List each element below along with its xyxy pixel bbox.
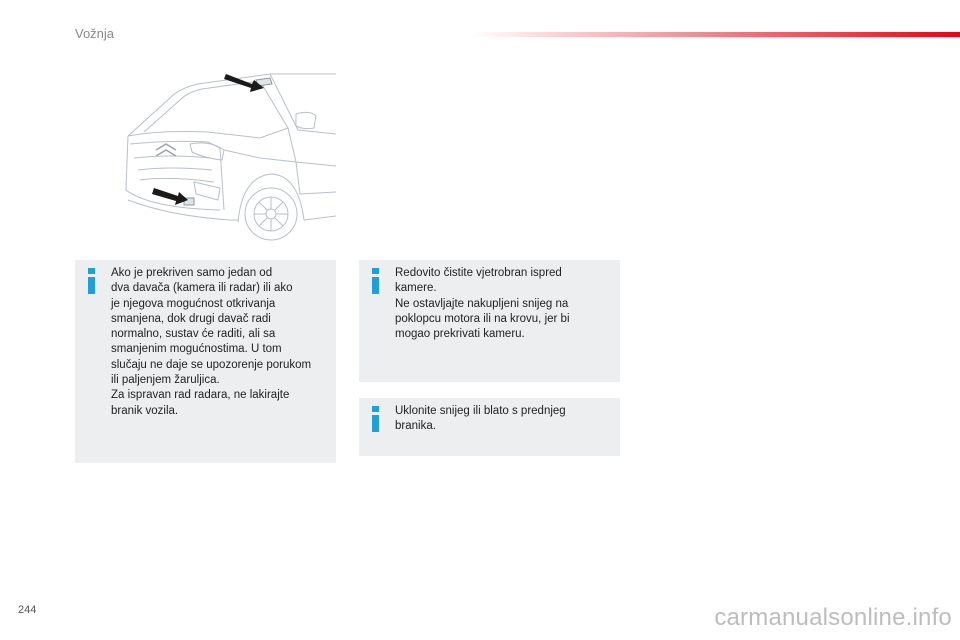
brand-chevron-icon	[156, 144, 176, 156]
header-accent-bar	[470, 32, 960, 37]
info-text: Uklonite snijeg ili blato s prednjeg branika.	[395, 405, 566, 433]
info-text: Redovito čistite vjetrobran ispred kamere. Ne ostavljajte nakupljeni snijeg na poklopcu motora ili na krovu, jer bi mogao prekrivati kameru.	[395, 267, 570, 341]
info-box-windscreen-cleaning	[359, 260, 620, 382]
info-icon	[88, 268, 95, 294]
vehicle-front-illustration	[120, 70, 336, 245]
front-radar-arrow-icon	[152, 188, 188, 205]
info-box-bumper-cleaning	[359, 398, 620, 456]
watermark: carmanualsonline.info	[714, 604, 952, 631]
info-text: Ako je prekriven samo jedan od dva davača (kamera ili radar) ili ako je njegova mogućnost otkrivanja smanjena, dok drugi davač radi normalno, sustav će raditi, ali sa smanjenim mogućnostima. U tom slučaju ne daje se upozorenje porukom ili paljenjem žaruljica. Za ispravan rad radara, ne lakirajte branik vozila.	[111, 267, 312, 417]
info-icon	[372, 406, 379, 432]
info-icon	[372, 268, 379, 294]
section-title: Vožnja	[75, 26, 115, 41]
info-box-sensor-coverage	[75, 260, 336, 463]
page-number: 244	[18, 604, 37, 616]
